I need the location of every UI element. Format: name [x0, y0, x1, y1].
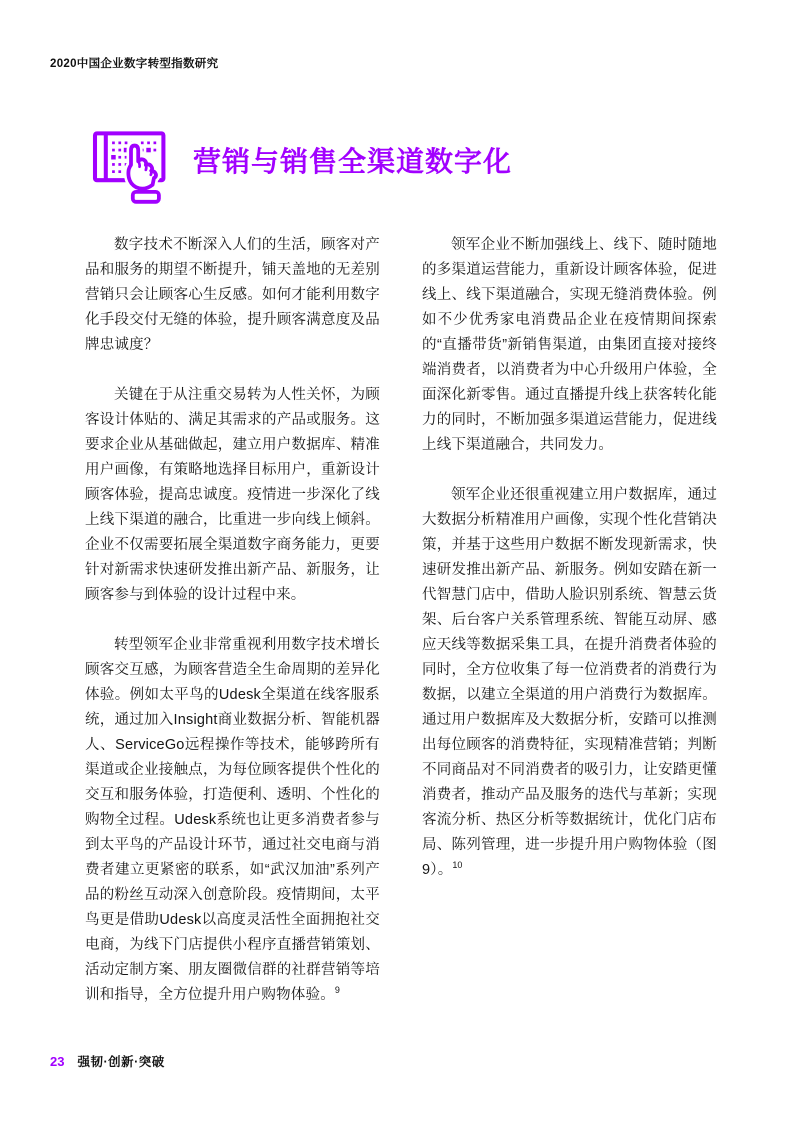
paragraph-text: 领军企业还很重视建立用户数据库，通过大数据分析精准用户画像，实现个性化营销决策，并基于这些用户数据不断发现新需求，快速研发推出新产品、新服务。例如安踏在新一代智慧门店中，借助人脸识别系统、智慧云货架、后台客户关系管理系统、智能互动屏、感应天线等数据采集工具，在提升消费者体验的同时，全方位收集了每一位消费者的消费行为数据，以建立全渠道的用户消费行为数据库。通过用户数据库及大数据分析，安踏可以推测出每位顾客的消费特征，实现精准营销；判断不同商品对不同消费者的吸引力，让安踏更懂消费者，推动产品及服务的迭代与革新；实现客流分析、热区分析等数据统计，优化门店布局、陈列管理，进一步提升用户购物体验（图9）。 — [422, 487, 717, 878]
page-number: 23 — [50, 1054, 65, 1069]
paragraph: 领军企业不断加强线上、线下、随时随地的多渠道运营能力，重新设计顾客体验，促进线上、线下渠道融合，实现无缝消费体验。例如不少优秀家电消费品企业在疫情期间探索的“直播带货”新销售渠道，由集团直接对接终端消费者，以消费者为中心升级用户体验，全面深化新零售。通过直播提升线上获客转化能力的同时，不断加强多渠道运营能力，促进线上线下渠道融合，共同发力。 — [422, 237, 717, 453]
paragraph: 关键在于从注重交易转为人性关怀，为顾客设计体贴的、满足其需求的产品或服务。这要求企业从基础做起，建立用户数据库、精准用户画像，有策略地选择目标用户，重新设计顾客体验，提高忠诚度。疫情进一步深化了线上线下渠道的融合，比重进一步向线上倾斜。企业不仅需要拓展全渠道数字商务能力，更要针对新需求快速研发推出新产品、新服务，让顾客参与到体验的设计过程中来。 — [85, 387, 380, 603]
paragraph — [85, 633, 380, 1008]
section-header — [86, 114, 512, 214]
section-title: 营销与销售全渠道数字化 — [193, 146, 513, 177]
paragraph — [422, 483, 717, 883]
document-header-title: 2020中国企业数字转型指数研究 — [50, 58, 219, 70]
footnote-reference: 10 — [452, 860, 463, 871]
document-footer — [50, 1052, 165, 1070]
right-column — [422, 233, 717, 1008]
paragraph-text: 转型领军企业非常重视利用数字技术增长顾客交互感，为顾客营造全生命周期的差异化体验。例如太平鸟的Udesk全渠道在线客服系统，通过加入Insight商业数据分析、智能机器人、ServiceGo远程操作等技术，能够跨所有渠道或企业接触点，为每位顾客提供个性化的交互和服务体验，打造便利、透明、个性化的购物全过程。Udesk系统也让更多消费者参与到太平鸟的产品设计环节，通过社交电商与消费者建立更紧密的联系，如“武汉加油”系列产品的粉丝互动深入创意阶段。疫情期间，太平鸟更是借助Udesk以高度灵活性全面拥抱社交电商，为线下门店提供小程序直播营销策划、活动定制方案、朋友圈微信群的社群营销等培训和指导，全方位提升用户购物体验。 — [85, 637, 380, 1003]
left-column — [85, 233, 380, 1008]
tablet-tap-icon — [86, 114, 176, 214]
paragraph: 数字技术不断深入人们的生活，顾客对产品和服务的期望不断提升，铺天盖地的无差别营销只会让顾客心生反感。如何才能利用数字化手段交付无缝的体验，提升顾客满意度及品牌忠诚度？ — [85, 237, 380, 353]
footnote-reference: 9 — [334, 985, 340, 996]
body-columns — [85, 233, 717, 1008]
footer-tagline: 强韧·创新·突破 — [77, 1055, 165, 1069]
